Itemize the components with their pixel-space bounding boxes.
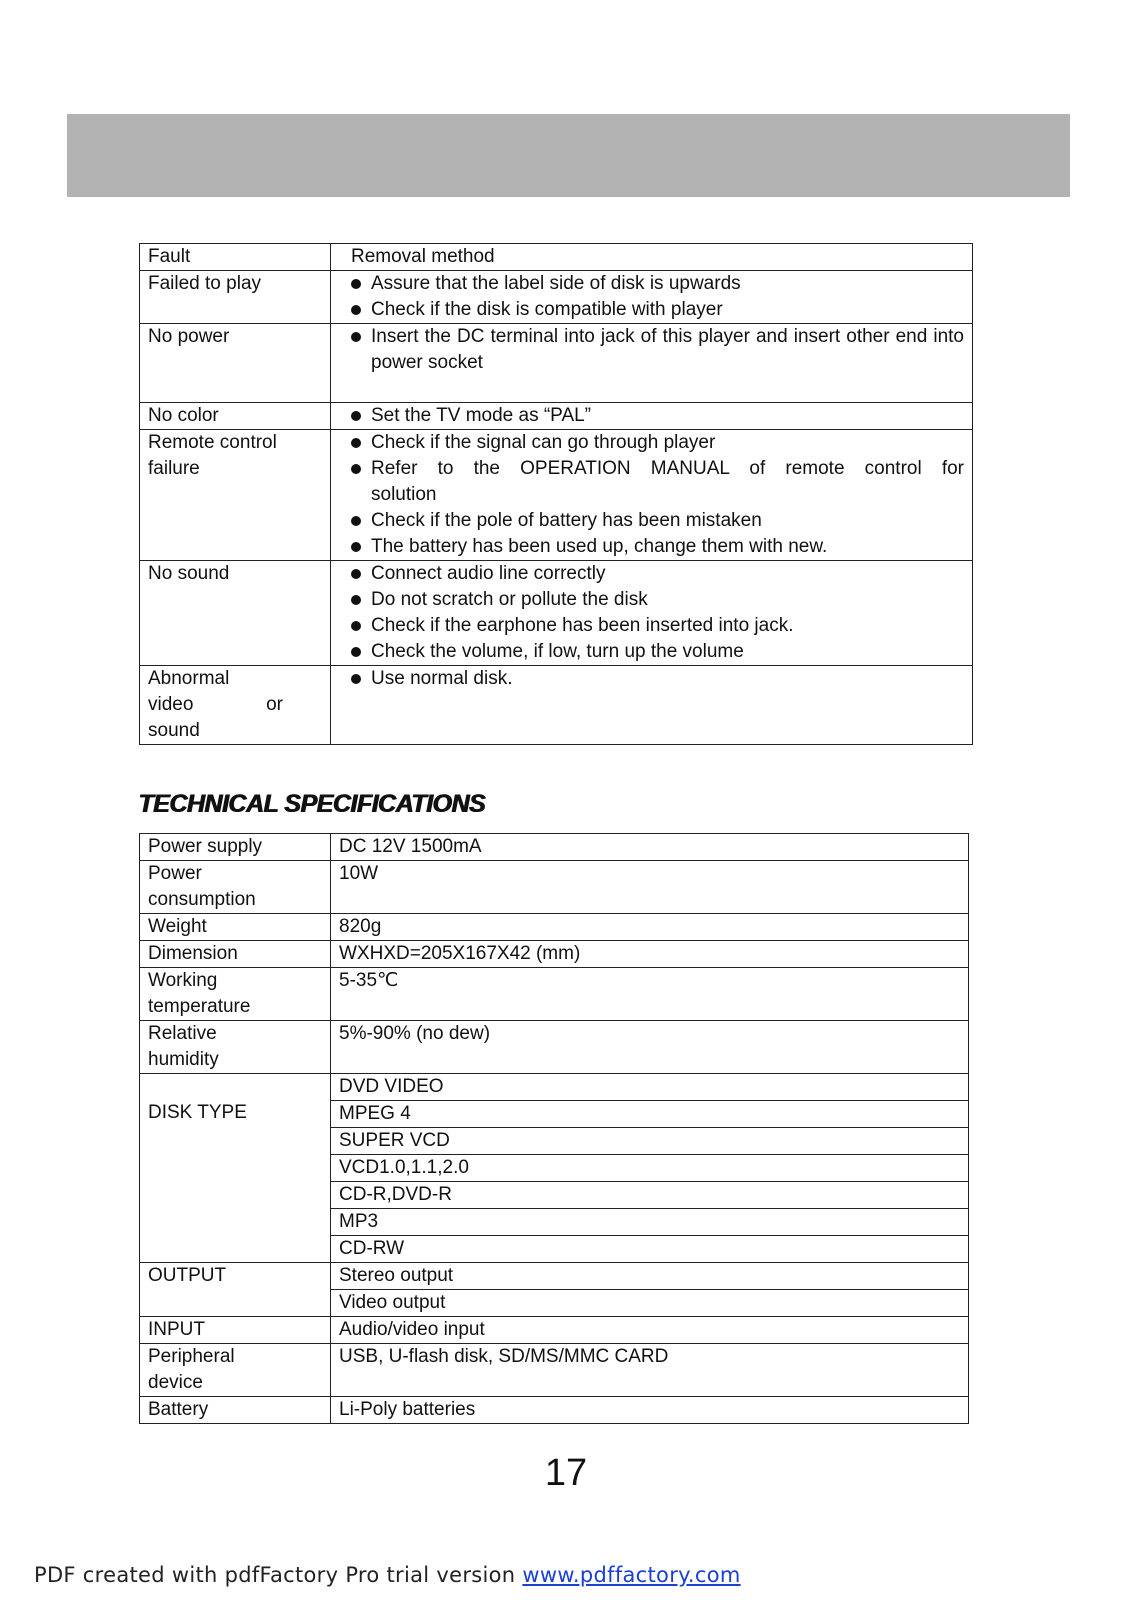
table-row <box>140 1074 969 1101</box>
list-item: Insert the DC terminal into jack of this player and insert other end into power socket <box>339 324 964 376</box>
fault-header <box>140 244 331 271</box>
list-item: Check the volume, if low, turn up the volume <box>339 639 964 665</box>
section-heading: TECHNICAL SPECIFICATIONS <box>138 790 485 818</box>
fault-word: video <box>148 694 194 715</box>
spec-value: USB, U-flash disk, SD/MS/MMC CARD <box>331 1344 969 1397</box>
method-cell <box>331 430 973 561</box>
fault-word: or <box>266 694 283 715</box>
method-list <box>339 430 964 560</box>
list-item: Do not scratch or pollute the disk <box>339 587 964 613</box>
table-row <box>140 1263 969 1290</box>
method-cell <box>331 271 973 324</box>
list-item: Refer to the OPERATION MANUAL of remote control for solution <box>339 456 964 508</box>
spec-label: Working temperature <box>140 968 331 1021</box>
fault-cell: No sound <box>140 561 331 666</box>
spec-value: DC 12V 1500mA <box>331 834 969 861</box>
fault-cell <box>140 430 331 561</box>
table-row <box>140 271 973 324</box>
header-band <box>67 114 1070 197</box>
spec-value: SUPER VCD <box>331 1128 969 1155</box>
method-list <box>339 561 964 665</box>
table-row <box>140 1021 969 1074</box>
spec-value: Li-Poly batteries <box>331 1397 969 1424</box>
list-item: Assure that the label side of disk is upwards <box>339 271 964 297</box>
spec-label: Dimension <box>140 941 331 968</box>
list-item: Set the TV mode as “PAL” <box>339 403 964 429</box>
list-item: Check if the signal can go through player <box>339 430 964 456</box>
table-row <box>140 914 969 941</box>
list-item: Check if the disk is compatible with player <box>339 297 964 323</box>
spec-label: INPUT <box>140 1317 331 1344</box>
table-row <box>140 403 973 430</box>
spec-value: Video output <box>331 1290 969 1317</box>
list-item: Check if the earphone has been inserted into jack. <box>339 613 964 639</box>
footer-text: PDF created with pdfFactory Pro trial version <box>34 1563 523 1587</box>
list-item: Check if the pole of battery has been mistaken <box>339 508 964 534</box>
method-cell <box>331 666 973 745</box>
list-item: Connect audio line correctly <box>339 561 964 587</box>
table-row <box>140 861 969 914</box>
method-list <box>339 324 964 376</box>
spec-label: Battery <box>140 1397 331 1424</box>
table-row <box>140 941 969 968</box>
disk-type-label: DISK TYPE <box>148 1102 247 1123</box>
table-row <box>140 968 969 1021</box>
fault-cell: No color <box>140 403 331 430</box>
method-header-label: Removal method <box>351 246 495 267</box>
spec-value: 820g <box>331 914 969 941</box>
spec-value: MPEG 4 <box>331 1101 969 1128</box>
spec-label: Power supply <box>140 834 331 861</box>
method-cell <box>331 403 973 430</box>
spec-value: DVD VIDEO <box>331 1074 969 1101</box>
fault-line: sound <box>148 720 200 741</box>
fault-line <box>148 692 283 718</box>
table-row <box>140 324 973 403</box>
spec-value: 5-35℃ <box>331 968 969 1021</box>
spec-label <box>140 1263 331 1317</box>
fault-header-label: Fault <box>148 246 191 267</box>
spec-value: 10W <box>331 861 969 914</box>
footer-watermark <box>34 1563 741 1587</box>
table-row <box>140 430 973 561</box>
output-label: OUTPUT <box>148 1265 227 1286</box>
method-list <box>339 271 964 323</box>
spec-value: 5%-90% (no dew) <box>331 1021 969 1074</box>
spec-value: Stereo output <box>331 1263 969 1290</box>
fault-label: Remote control failure <box>148 432 277 479</box>
spec-label: Peripheral device <box>140 1344 331 1397</box>
method-list <box>339 403 964 429</box>
specifications-table <box>139 833 969 1424</box>
list-item: The battery has been used up, change them with new. <box>339 534 964 560</box>
fault-line: Abnormal <box>148 668 230 689</box>
spec-value: WXHXD=205X167X42 (mm) <box>331 941 969 968</box>
spec-value: VCD1.0,1.1,2.0 <box>331 1155 969 1182</box>
footer-link[interactable]: www.pdffactory.com <box>522 1563 741 1587</box>
page-number: 17 <box>544 1452 588 1494</box>
table-row <box>140 1317 969 1344</box>
fault-cell <box>140 666 331 745</box>
method-cell <box>331 561 973 666</box>
fault-cell: Failed to play <box>140 271 331 324</box>
spec-value: Audio/video input <box>331 1317 969 1344</box>
table-row <box>140 561 973 666</box>
troubleshooting-table <box>139 243 973 745</box>
method-header <box>331 244 973 271</box>
spec-label: Relative humidity <box>140 1021 331 1074</box>
table-header-row <box>140 244 973 271</box>
spec-value: CD-RW <box>331 1236 969 1263</box>
table-row <box>140 1397 969 1424</box>
method-list <box>339 666 964 692</box>
spec-value: MP3 <box>331 1209 969 1236</box>
method-cell <box>331 324 973 403</box>
table-row <box>140 1344 969 1397</box>
table-row <box>140 834 969 861</box>
table-row <box>140 666 973 745</box>
list-item: Use normal disk. <box>339 666 964 692</box>
fault-cell: No power <box>140 324 331 403</box>
spec-label: Power consumption <box>140 861 331 914</box>
spec-label: Weight <box>140 914 331 941</box>
spec-label <box>140 1074 331 1263</box>
spec-value: CD-R,DVD-R <box>331 1182 969 1209</box>
